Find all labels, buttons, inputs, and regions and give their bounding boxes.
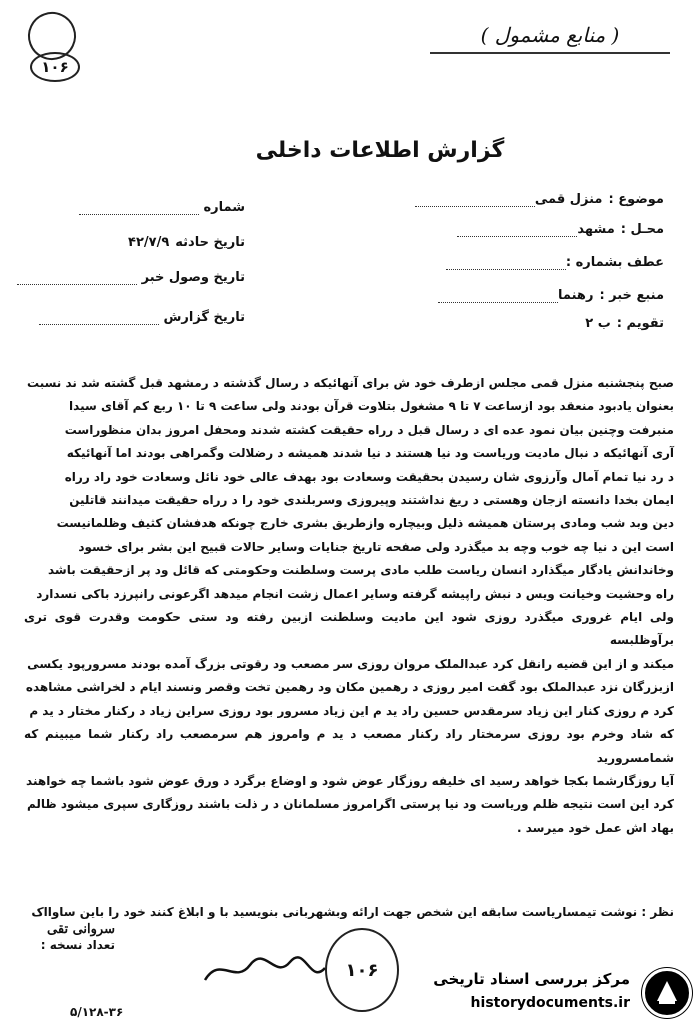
archive-logo-icon — [642, 968, 692, 1018]
body-line: بعنوان یادبود منعقد بود ازساعت ۷ تا ۹ مشغول بتلاوت قرآن بودند ولی ساعت ۹ تا ۱۰ ربع کم آقای سیدا — [69, 399, 674, 414]
attachment-field: عطف بشماره : — [446, 255, 664, 270]
document-title: گزارش اطلاعات داخلی — [255, 138, 505, 163]
body-line: است این د نیا چه خوب وچه بد میگذرد ولی صفحه تاریخ جنایات وسایر حالات قبیح این بشر برای خسود — [78, 539, 674, 554]
body-line: راه وحشیت وخیانت ویس د نبش راپیشه گرفته وسایر اعمال زشت انجام میدهد اگرعونی رانپرزد باکی نسدارد — [36, 586, 674, 601]
copies-label: تعداد نسخه : — [40, 938, 115, 952]
event-date-field: تاریخ حادثه۴۲/۷/۹ — [128, 235, 245, 250]
archive-code: ۵/۱۲۸-۳۶ — [70, 1005, 124, 1019]
body-line: ازبزرگان نزد عبدالملک بود گفت امیر روزی د رهمین مکان ود رهمین تخت وقصر ونسند ایام د لخراشی مشاهده — [25, 680, 674, 695]
watermark-name: مرکز بررسی اسناد تاریخی — [433, 970, 630, 988]
body-line: که شاد وخرم بود روزی سرمختار راد رکنار مصعب د ید م وامروز هم سرمصعب راد رکنار شما میبینم که شمامسرورید — [24, 727, 674, 765]
document-number-stamp: ۱۰۶ — [30, 52, 80, 82]
body-line: منبرفت وچنین بیان نمود عده ای د رسال قبل د رراه حقیقت کشته شدند ومحفل امروز بدان منظوراست — [64, 422, 674, 437]
receipt-date-field: تاریخ وصول خبر — [17, 270, 245, 285]
place-field: محـل :مشهد — [457, 222, 664, 237]
body-line: ایمان بخدا دانسته ازجان وهستی د ریغ نداشتند وپیروزی وسربلندی خود را د رراه حقیقت میدانند قاتلین — [69, 493, 674, 508]
body-line: کرد م روزی کنار این زیاد سرمقدس حسین راد ید م این زیاد مسرور بود روزی سراین زیاد د رکنار مختار د ید م — [29, 703, 674, 718]
report-body — [24, 372, 674, 840]
subject-field: موضوع :منزل قمی — [415, 192, 664, 207]
body-line: د رد نیا تمام آمال وآرزوی شان رسیدن بحقیقت وسعادت بود بهدف عالی خود نائل وسعادت خود راد رراه — [64, 469, 674, 484]
report-date-field: تاریخ گزارش — [39, 310, 245, 325]
signature-name: سروانی تقی — [47, 922, 115, 937]
watermark-url: historydocuments.ir — [470, 995, 630, 1011]
footer-note: نظر : نوشت تیمساریاست سابقه این شخص جهت ارائه وبشهربانی بنویسید با و ابلاغ کنند خود را باین ساوااک — [31, 905, 674, 919]
body-line: صبح پنجشنبه منزل قمی مجلس ازطرف خود ش برای آنهائیکه د رسال گذشته د رمشهد قبل گشته شد ند نسبت — [26, 376, 674, 390]
page-number-stamp: ۱۰۶ — [325, 928, 399, 1012]
body-line: دین وبد شب ومادی پرستان همیشه ذلیل وبیچاره وازطریق بشری خارج چونکه هدفشان کثیف وظلمانیست — [56, 516, 674, 531]
body-line: آری آنهائیکه د نبال مادیت وریاست ود نیا هستند د نیا شدند همیشه د رضلالت وگمراهی بودند اما آنهائیکه — [66, 446, 674, 461]
body-line: کرد این است نتیجه ظلم وریاست ود نیا پرستی اگرامروز مسلمانان د ر ذلت باشند روزگاری سپری میشود ظالم — [26, 797, 674, 812]
number-field: شماره — [79, 200, 245, 215]
body-line: آیا روزگارشما بکجا خواهد رسید ای خلیفه روزگار عوض شود و اوضاع برگرد د ورق عوض شود باشما چه خواهند — [26, 773, 674, 788]
body-line: میکند و از این قضیه رانقل کرد عبدالملک مروان روزی سر مصعب ود رقوتی بزرگ آمده بودند مسرورپود یکسی — [27, 656, 674, 671]
body-line: وخاندانش یادگار میگذارد انسان ریاست طلب مادی پرست وسلطنت وحکومتی که قائل ود پر ازحقیقت باشد — [48, 563, 674, 578]
source-field: منبع خبر :رهنما — [438, 288, 664, 303]
body-line: ولی ایام غروری میگذرد روزی شود این مادیت وسلطنت ازبین رفته ود ستی حکومت وقدرت قوی تری برآوظلبسه — [24, 610, 674, 648]
handwritten-note: ( منابع مشمول ) — [430, 18, 670, 54]
evaluation-field: تقویم :ب ۲ — [585, 316, 664, 331]
body-line: بهاد اش عمل خود میرسد . — [516, 820, 674, 835]
